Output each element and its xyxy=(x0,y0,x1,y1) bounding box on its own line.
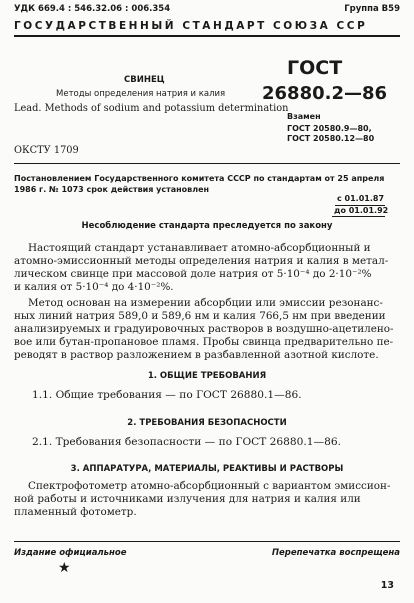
text-line: ных линий натрия 589,0 и 589,6 нм и калия 766,5 нм при введении xyxy=(14,310,386,323)
text-line: Спектрофотометр атомно-абсорбционный с вариантом эмиссион- xyxy=(28,480,391,492)
text-line: пламенный фотометр. xyxy=(14,506,137,519)
text-line: анализируемых и градуировочных растворов в воздушно-ацетилено- xyxy=(14,323,394,336)
text-line: ной работы и источниками излучения для натрия и калия или xyxy=(14,493,361,506)
text-line: вое или бутан-пропановое пламя. Пробы свинца предварительно пе- xyxy=(14,336,394,349)
issuing-organization: ГОСУДАРСТВЕННЫЙ СТАНДАРТ СОЮЗА ССР xyxy=(14,20,368,32)
section-1-heading: 1. ОБЩИЕ ТРЕБОВАНИЯ xyxy=(147,371,267,381)
reprint-prohibited-label: Перепечатка воспрещена xyxy=(271,548,400,558)
validity-to: до 01.01.92 xyxy=(334,206,389,215)
replaces-label: Взамен xyxy=(287,112,321,121)
decree-line-1: Постановлением Государственного комитета СССР по стандартам от 25 апреля xyxy=(14,174,385,183)
footer-rule xyxy=(14,541,400,542)
text-line: атомно-эмиссионный методы определения натрия и калия в метал- xyxy=(14,255,389,268)
title-english: Lead. Methods of sodium and potassium determination xyxy=(14,103,289,114)
title-rule xyxy=(14,163,400,164)
star-icon: ★ xyxy=(58,560,71,576)
text-line: Метод основан на измерении абсорбции или эмиссии резонанс- xyxy=(28,297,383,309)
standard-subject: СВИНЕЦ xyxy=(124,75,165,85)
section-3-heading: 3. АППАРАТУРА, МАТЕРИАЛЫ, РЕАКТИВЫ И РАСТВОРЫ xyxy=(70,464,344,474)
validity-from: с 01.01.87 xyxy=(337,194,385,203)
section-1-text: 1.1. Общие требования — по ГОСТ 26880.1—86. xyxy=(32,389,302,401)
section-2-text: 2.1. Требования безопасности — по ГОСТ 26880.1—86. xyxy=(32,436,341,448)
title-russian: Методы определения натрия и калия xyxy=(56,89,226,99)
text-line: реводят в раствор разложением в разбавленной азотной кислоте. xyxy=(14,349,379,362)
group-code: Группа В59 xyxy=(344,4,400,14)
gost-label: ГОСТ xyxy=(287,57,343,79)
validity-underline-2 xyxy=(332,216,385,217)
replaced-standard-2: ГОСТ 20580.12—80 xyxy=(287,134,375,143)
okstu-code: ОКСТУ 1709 xyxy=(14,145,79,156)
gost-number: 26880.2—86 xyxy=(262,83,388,104)
header-rule xyxy=(14,35,400,37)
section-2-heading: 2. ТРЕБОВАНИЯ БЕЗОПАСНОСТИ xyxy=(127,418,287,428)
legal-warning: Несоблюдение стандарта преследуется по закону xyxy=(81,221,333,231)
decree-line-2: 1986 г. № 1073 срок действия установлен xyxy=(14,185,210,194)
text-line: лическом свинце при массовой доле натрия от 5·10⁻⁴ до 2·10⁻²% xyxy=(14,268,372,281)
replaced-standard-1: ГОСТ 20580.9—80, xyxy=(287,124,372,133)
text-line: и калия от 5·10⁻⁴ до 4·10⁻²%. xyxy=(14,281,174,294)
text-line: Настоящий стандарт устанавливает атомно-абсорбционный и xyxy=(28,242,371,254)
intro-paragraph-1 xyxy=(14,242,400,294)
section-3-paragraph xyxy=(14,480,400,519)
udk-code: УДК 669.4 : 546.32.06 : 006.354 xyxy=(14,4,171,14)
page-number: 13 xyxy=(380,580,394,591)
official-edition-label: Издание официальное xyxy=(14,548,127,558)
intro-paragraph-2 xyxy=(14,297,400,362)
